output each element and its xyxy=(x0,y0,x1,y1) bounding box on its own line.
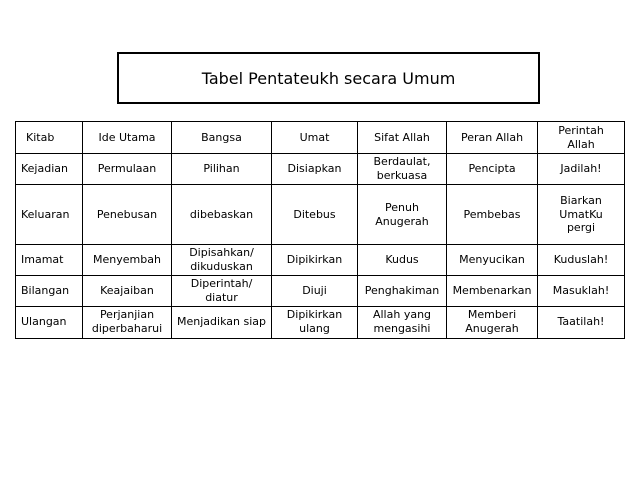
table-cell: Allah yang mengasihi xyxy=(358,306,447,338)
table-cell: Menyucikan xyxy=(447,245,538,276)
header-cell: Peran Allah xyxy=(447,122,538,154)
table-cell: Memberi Anugerah xyxy=(447,306,538,338)
table-cell: Membenarkan xyxy=(447,276,538,307)
table-cell: Menyembah xyxy=(83,245,172,276)
table-cell: Kudus xyxy=(358,245,447,276)
table-cell: Penuh Anugerah xyxy=(358,185,447,245)
table-cell: Jadilah! xyxy=(538,154,625,185)
table-cell: Imamat xyxy=(16,245,83,276)
table-cell: Perjanjian diperbaharui xyxy=(83,306,172,338)
table-cell: Biarkan UmatKu pergi xyxy=(538,185,625,245)
header-cell: Perintah Allah xyxy=(538,122,625,154)
table-cell: Berdaulat, berkuasa xyxy=(358,154,447,185)
table-cell: Ulangan xyxy=(16,306,83,338)
table-cell: Keluaran xyxy=(16,185,83,245)
table-cell: Pilihan xyxy=(172,154,272,185)
table-cell: Keajaiban xyxy=(83,276,172,307)
table-cell: Bilangan xyxy=(16,276,83,307)
table-cell: Taatilah! xyxy=(538,306,625,338)
table-cell: dibebaskan xyxy=(172,185,272,245)
header-cell: Ide Utama xyxy=(83,122,172,154)
table-header-row xyxy=(16,122,625,154)
page-title: Tabel Pentateukh secara Umum xyxy=(201,68,456,88)
table-cell: Pencipta xyxy=(447,154,538,185)
table-cell: Diuji xyxy=(272,276,358,307)
table-cell: Dipikirkan xyxy=(272,245,358,276)
table-row xyxy=(16,276,625,307)
table-cell: Pembebas xyxy=(447,185,538,245)
header-cell: Umat xyxy=(272,122,358,154)
table-cell: Ditebus xyxy=(272,185,358,245)
table-cell: Kejadian xyxy=(16,154,83,185)
table-cell: Kuduslah! xyxy=(538,245,625,276)
header-cell: Bangsa xyxy=(172,122,272,154)
table-cell: Permulaan xyxy=(83,154,172,185)
table-row xyxy=(16,185,625,245)
table-cell: Penebusan xyxy=(83,185,172,245)
pentateukh-table xyxy=(15,121,625,339)
table-cell: Menjadikan siap xyxy=(172,306,272,338)
header-cell: Kitab xyxy=(16,122,83,154)
table-cell: Penghakiman xyxy=(358,276,447,307)
header-cell: Sifat Allah xyxy=(358,122,447,154)
table-row xyxy=(16,306,625,338)
title-box xyxy=(117,52,540,104)
table-row xyxy=(16,154,625,185)
table-row xyxy=(16,245,625,276)
table-cell: Dipikirkan ulang xyxy=(272,306,358,338)
table-cell: Dipisahkan/ dikuduskan xyxy=(172,245,272,276)
table-cell: Disiapkan xyxy=(272,154,358,185)
table-cell: Diperintah/ diatur xyxy=(172,276,272,307)
table-cell: Masuklah! xyxy=(538,276,625,307)
